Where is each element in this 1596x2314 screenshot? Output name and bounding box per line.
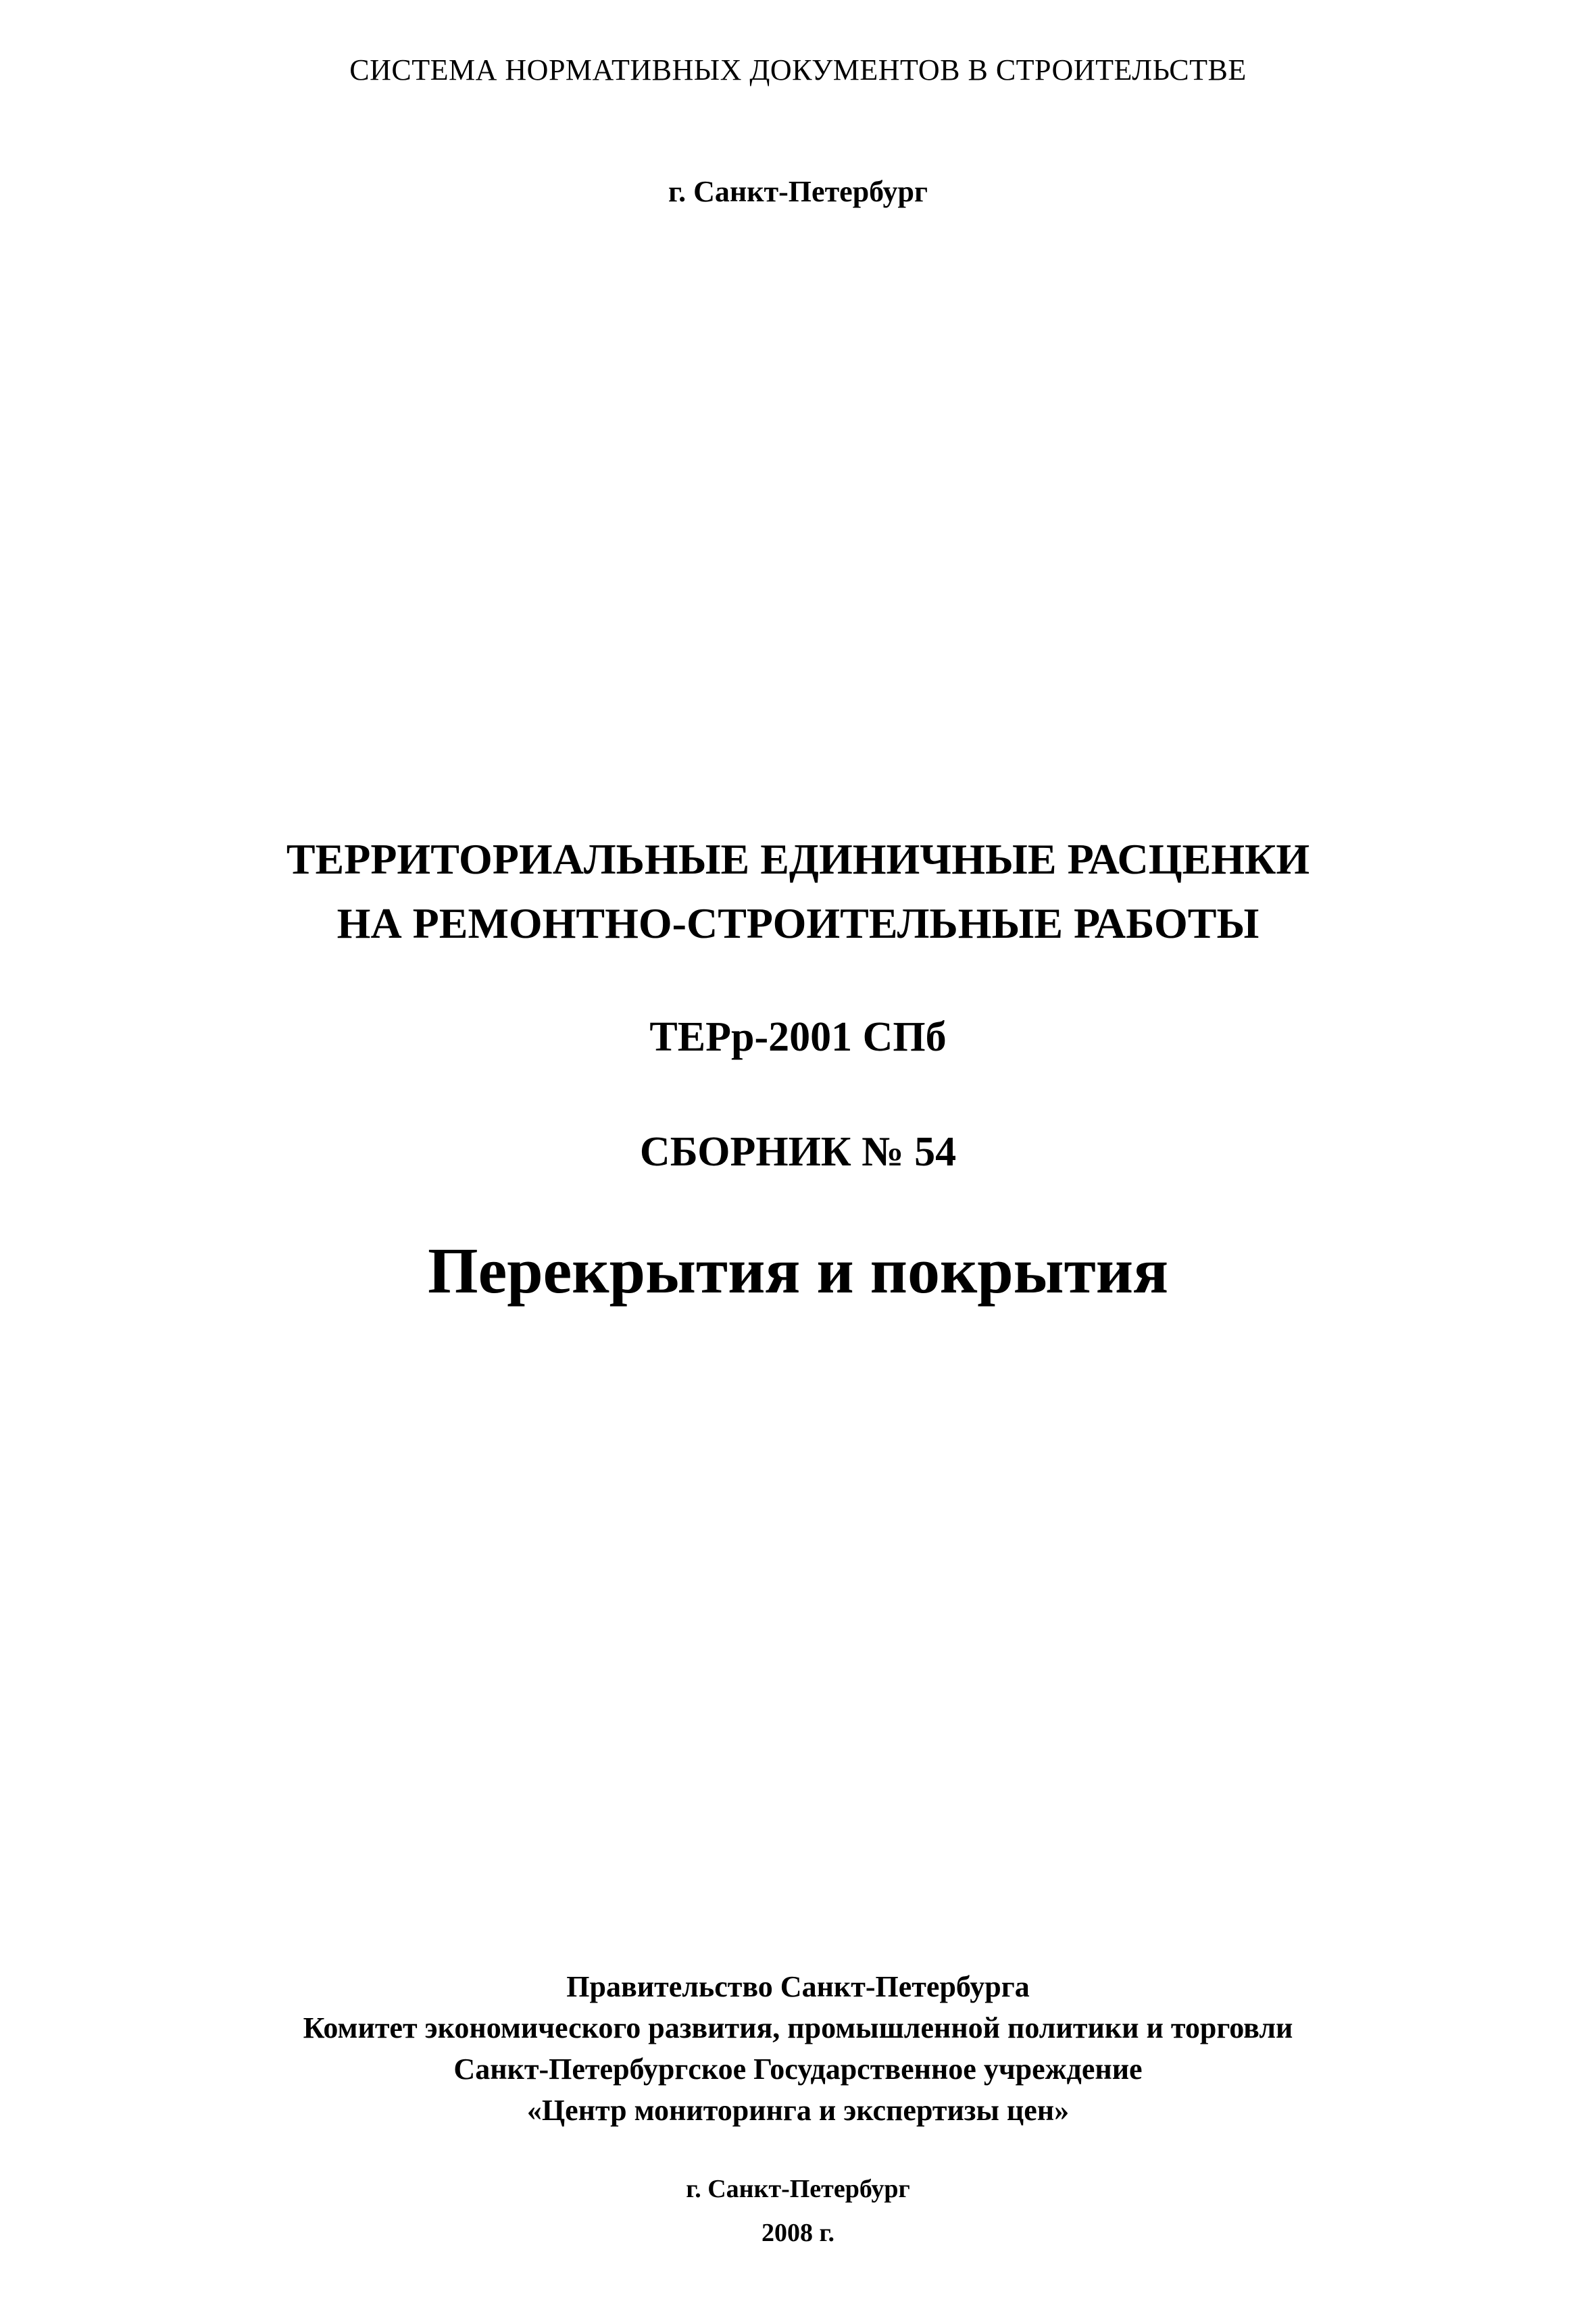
collection-subject: Перекрытия и покрытия (427, 1234, 1169, 1307)
document-code: ТЕРр-2001 СПб (649, 1014, 947, 1060)
publication-year: 2008 г. (762, 2219, 834, 2247)
publisher-line-3: Санкт-Петербургское Государственное учреждение (453, 2053, 1143, 2086)
publisher-line-1: Правительство Санкт-Петербурга (566, 1970, 1030, 2003)
document-title-line-1: ТЕРРИТОРИАЛЬНЫЕ ЕДИНИЧНЫЕ РАСЦЕНКИ (286, 835, 1310, 883)
publisher-line-2: Комитет экономического развития, промышленной политики и торговли (303, 2011, 1293, 2044)
collection-number: СБОРНИК № 54 (639, 1129, 957, 1175)
document-system-header: СИСТЕМА НОРМАТИВНЫХ ДОКУМЕНТОВ В СТРОИТЕЛЬСТВЕ (349, 53, 1247, 86)
publisher-line-4: «Центр мониторинга и экспертизы цен» (526, 2094, 1070, 2127)
top-city-label: г. Санкт-Петербург (668, 175, 928, 208)
bottom-city-label: г. Санкт-Петербург (686, 2175, 910, 2203)
document-title-line-2: НА РЕМОНТНО-СТРОИТЕЛЬНЫЕ РАБОТЫ (336, 899, 1260, 947)
